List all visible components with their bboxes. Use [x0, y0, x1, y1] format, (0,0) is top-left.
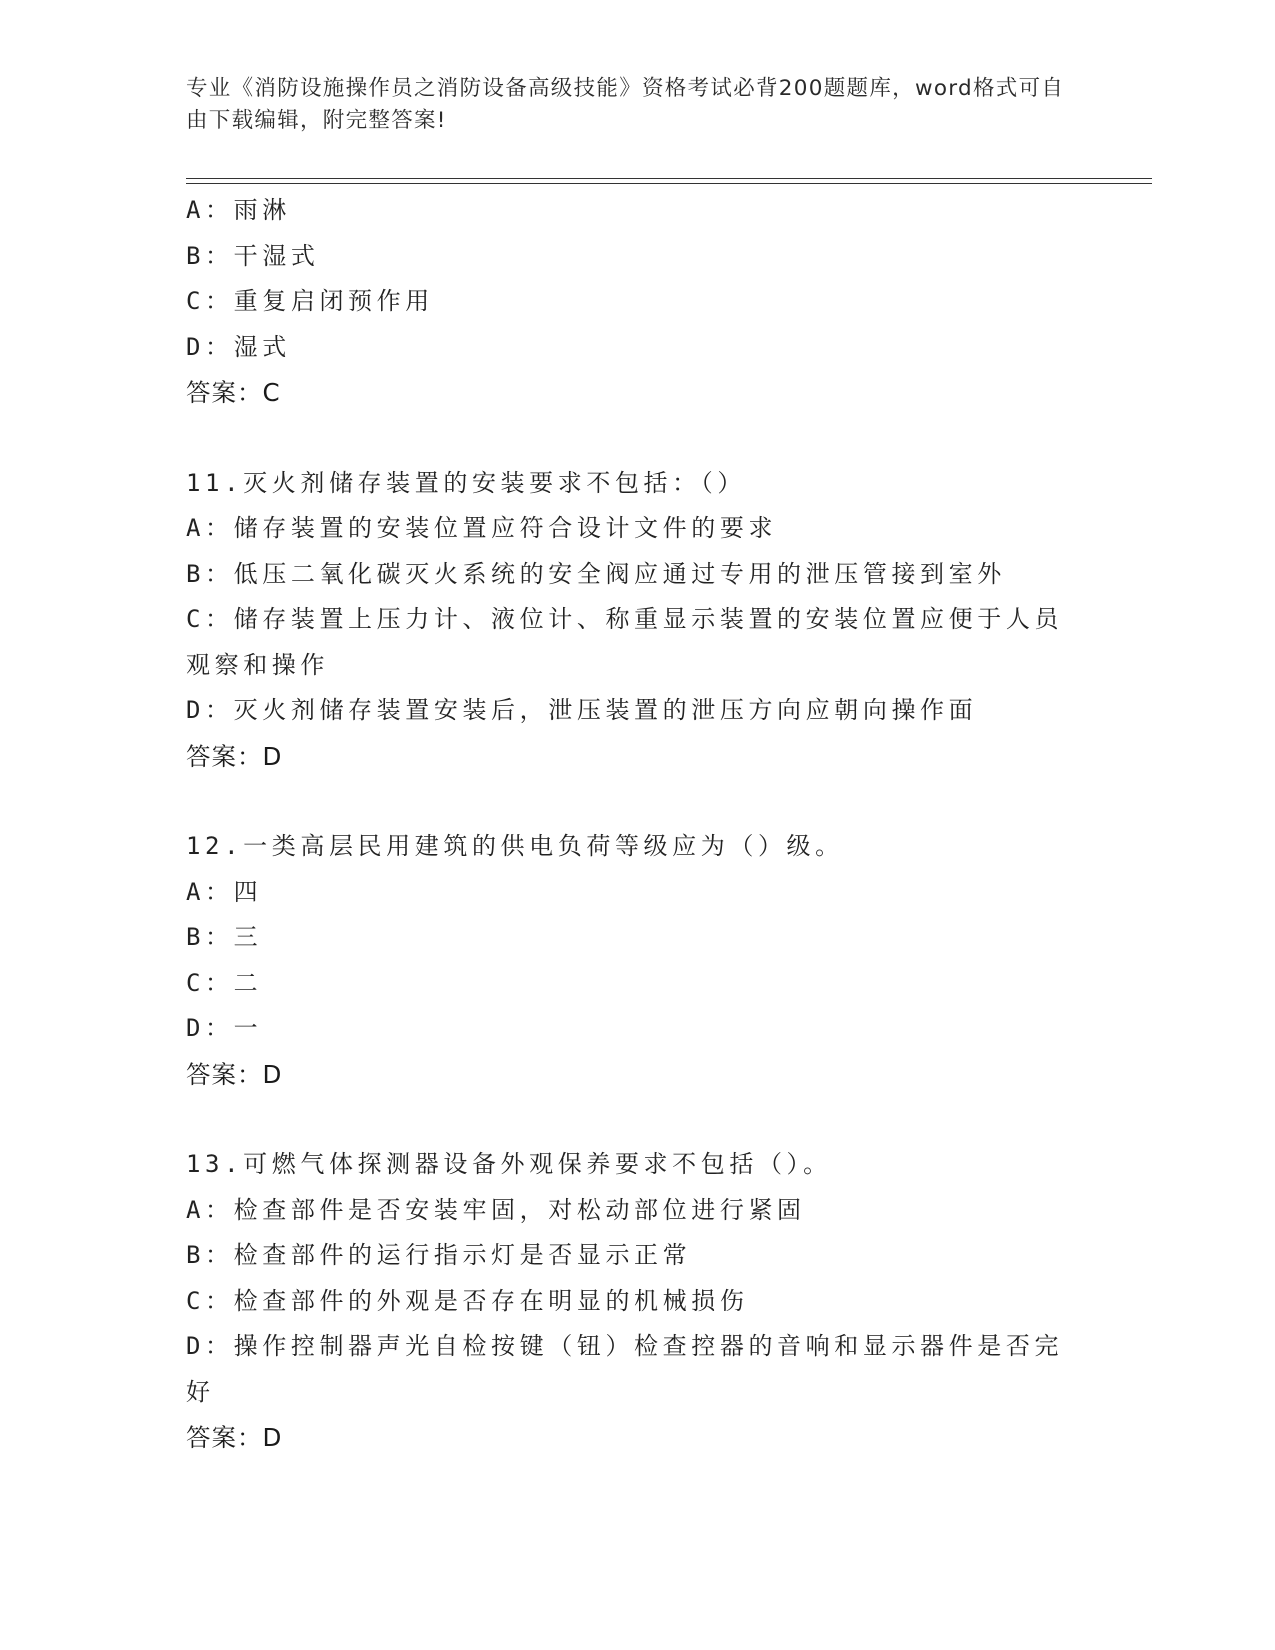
question-stem: 11.灭火剂储存装置的安装要求不包括：（）: [186, 468, 746, 497]
question-12: [186, 824, 1086, 1097]
option-d: D：一: [186, 1014, 263, 1042]
option-c: C：检查部件的外观是否存在明显的机械损伤: [186, 1286, 749, 1315]
option-a: A：四: [186, 877, 263, 906]
question-13: [186, 1142, 1086, 1461]
option-b: B：三: [186, 923, 263, 951]
option-c: C：重复启闭预作用: [186, 287, 434, 315]
option-a: A：雨淋: [186, 196, 291, 224]
option-a: A：储存装置的安装位置应符合设计文件的要求: [186, 514, 778, 542]
question-content: [186, 188, 1086, 1461]
answer: 答案：D: [186, 741, 283, 771]
answer: 答案：D: [186, 1423, 283, 1452]
option-d: D：灭火剂储存装置安装后，泄压装置的泄压方向应朝向操作面: [186, 696, 978, 724]
option-a: A：检查部件是否安装牢固，对松动部位进行紧固: [186, 1195, 806, 1224]
option-b: B：干湿式: [186, 241, 320, 270]
answer: 答案：C: [186, 378, 281, 407]
prev-question-block: [186, 188, 1086, 416]
option-d: D：湿式: [186, 332, 291, 361]
header-rule-bottom: [186, 183, 1152, 184]
option-c: C：储存装置上压力计、液位计、称重显示装置的安装位置应便于人员观察和操作: [186, 605, 1064, 679]
option-b: B：低压二氧化碳灭火系统的安全阀应通过专用的泄压管接到室外: [186, 559, 1006, 588]
question-stem: 13.可燃气体探测器设备外观保养要求不包括（）。: [186, 1150, 832, 1178]
option-b: B：检查部件的运行指示灯是否显示正常: [186, 1241, 692, 1269]
header-rule-top: [186, 178, 1152, 179]
document-header: 专业《消防设施操作员之消防设备高级技能》资格考试必背200题题库，word格式可自由下载编辑，附完整答案!: [186, 76, 1065, 133]
option-c: C：二: [186, 968, 263, 997]
question-stem: 12.一类高层民用建筑的供电负荷等级应为（）级。: [186, 832, 844, 860]
question-11: [186, 461, 1086, 780]
answer: 答案：D: [186, 1059, 283, 1089]
option-d: D：操作控制器声光自检按键（钮）检查控器的音响和显示器件是否完好: [186, 1332, 1064, 1406]
